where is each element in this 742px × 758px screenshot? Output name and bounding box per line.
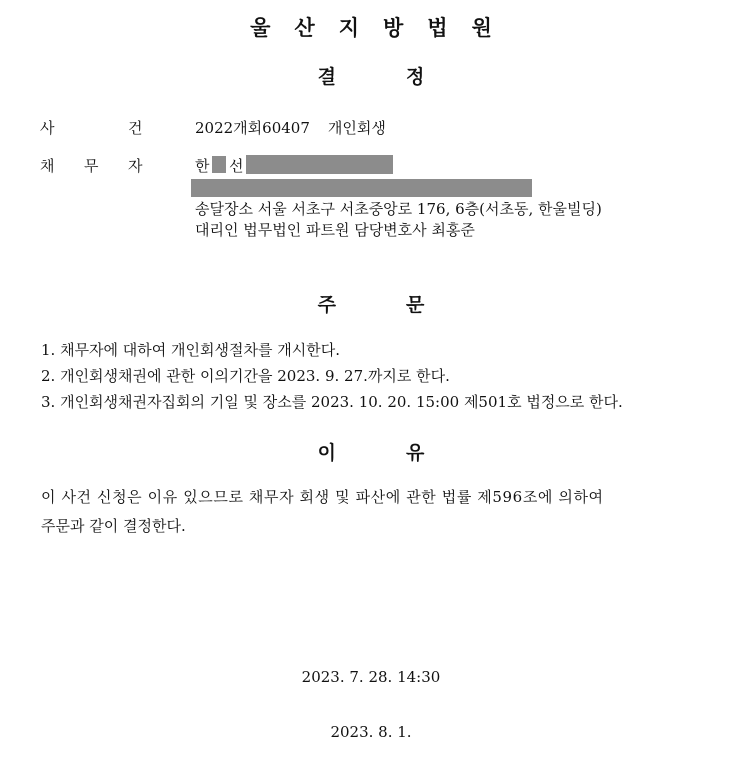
- case-type: 개인회생: [327, 119, 386, 137]
- debtor-label-char-3: 자: [128, 157, 143, 175]
- debtor-label: [40, 155, 143, 176]
- reason-line-1: 이 사건 신청은 이유 있으므로 채무자 회생 및 파산에 관한 법률 제596조에 의하여: [41, 488, 604, 506]
- court-name: 울산지방법원: [250, 16, 516, 40]
- reason-line-2: 주문과 같이 결정한다.: [41, 517, 186, 535]
- debtor-agent: 대리인 법무법인 파트원 담당변호사 최홍준: [195, 221, 475, 239]
- order-heading: 주문: [317, 294, 495, 316]
- redaction-address: [191, 179, 532, 197]
- case-label: [40, 117, 143, 138]
- case-info: [195, 117, 386, 138]
- redaction-name-middle: [212, 156, 226, 173]
- debtor-label-char-2: 무: [84, 157, 99, 175]
- document-title: 결정: [317, 66, 495, 88]
- order-item-2: 2. 개인회생채권에 관한 이의기간을 2023. 9. 27.까지로 한다.: [41, 367, 450, 385]
- case-number: 2022개회60407: [195, 119, 310, 137]
- debtor-name-first: 한: [195, 157, 210, 175]
- case-label-char-1: 사: [40, 119, 55, 137]
- decision-datetime: 2023. 7. 28. 14:30: [301, 668, 441, 686]
- debtor-label-char-1: 채: [40, 157, 55, 175]
- order-item-1: 1. 채무자에 대하여 개인회생절차를 개시한다.: [41, 341, 340, 359]
- case-label-char-2: 건: [128, 119, 143, 137]
- redaction-name-detail: [246, 155, 393, 174]
- debtor-name-last: 선: [229, 157, 244, 175]
- order-item-3: 3. 개인회생채권자집회의 기일 및 장소를 2023. 10. 20. 15:00 제501호 법정으로 한다.: [41, 393, 623, 411]
- service-address: 송달장소 서울 서초구 서초중앙로 176, 6층(서초동, 한울빌딩): [195, 200, 602, 218]
- issue-date: 2023. 8. 1.: [330, 723, 412, 741]
- reason-heading: 이유: [317, 442, 495, 464]
